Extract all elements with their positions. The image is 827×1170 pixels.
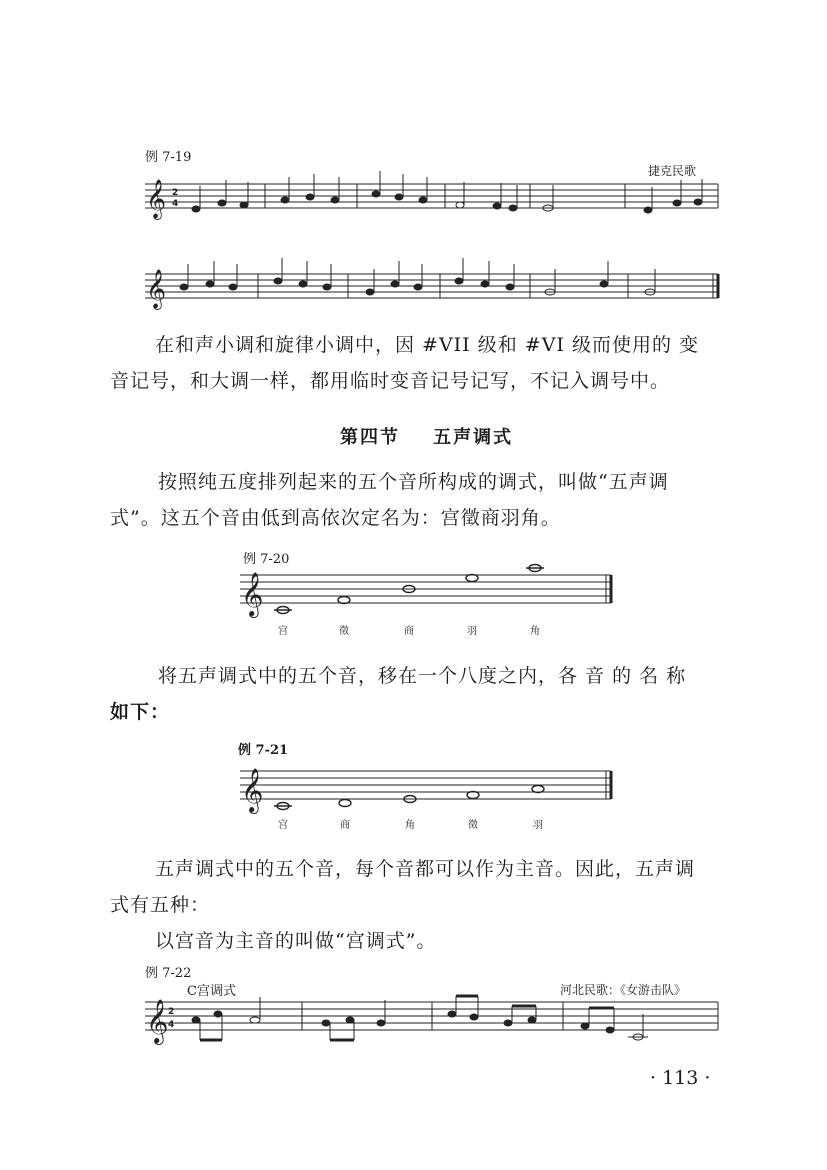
note-name: 徵 [468,820,478,831]
note-name: 徵 [339,626,349,637]
paragraph-line: 式”。这五个音由低到高依次定名为：宫徵商羽角。 [110,507,561,529]
treble-clef-icon: 𝄞 [146,269,167,309]
paragraph-line: 五声调式中的五个音，每个音都可以作为主音。因此，五声调 [155,858,696,880]
note-name: 宫 [278,820,288,831]
paragraph-line: 在和声小调和旋律小调中，因 #VII 级和 #VI 级而使用的 变 [155,334,699,356]
notes-7-19-b [180,258,655,295]
staff-7-22 [145,1002,718,1030]
time-signature: 2 [172,188,179,198]
example-label-7-21: 例 7-21 [238,743,289,758]
example-credit-7-19: 捷克民歌 [648,164,697,178]
paragraph-line: 将五声调式中的五个音，移在一个八度之内，各 音 的 名 称 [158,665,687,687]
paragraph-line: 式有五种： [110,894,211,916]
page-number: · 113 · [650,1067,711,1089]
example-credit-7-22: 河北民歌：《女游击队》 [560,983,687,997]
notes-7-22 [192,996,648,1040]
note-name: 商 [340,820,350,831]
paragraph-line: 按照纯五度排列起来的五个音所构成的调式，叫做“五声调 [158,471,669,493]
paragraph-line: 音记号，和大调一样，都用临时变音记号记写，不记入调号中。 [110,370,671,392]
svg-text:4: 4 [168,1020,175,1030]
note-name: 角 [405,820,415,831]
example-label-7-20: 例 7-20 [243,552,290,567]
section-title: 第四节 五声调式 [340,427,514,448]
example-label-7-22: 例 7-22 [145,966,192,981]
treble-clef-icon: 𝄞 [241,768,264,812]
treble-clef-icon: 𝄞 [241,572,264,616]
note-name: 宫 [278,626,288,637]
svg-text:4: 4 [172,199,179,209]
note-name: 羽 [467,626,477,637]
staff-7-20 [240,575,611,603]
treble-clef-icon: 𝄞 [146,179,167,219]
time-signature: 2 [168,1007,175,1017]
treble-clef-icon: 𝄞 [146,999,169,1043]
paragraph-line: 以宫音为主音的叫做“宫调式”。 [155,930,437,952]
example-label-7-19: 例 7-19 [145,150,192,165]
example-key-7-22: C宫调式 [187,984,236,999]
notes-7-21 [274,786,544,810]
staff-7-21 [240,771,611,799]
note-name: 商 [404,626,414,637]
staff-7-19-a [145,184,718,208]
note-name: 角 [530,626,540,637]
paragraph-line: 如下： [110,701,171,723]
note-name: 羽 [533,820,543,831]
